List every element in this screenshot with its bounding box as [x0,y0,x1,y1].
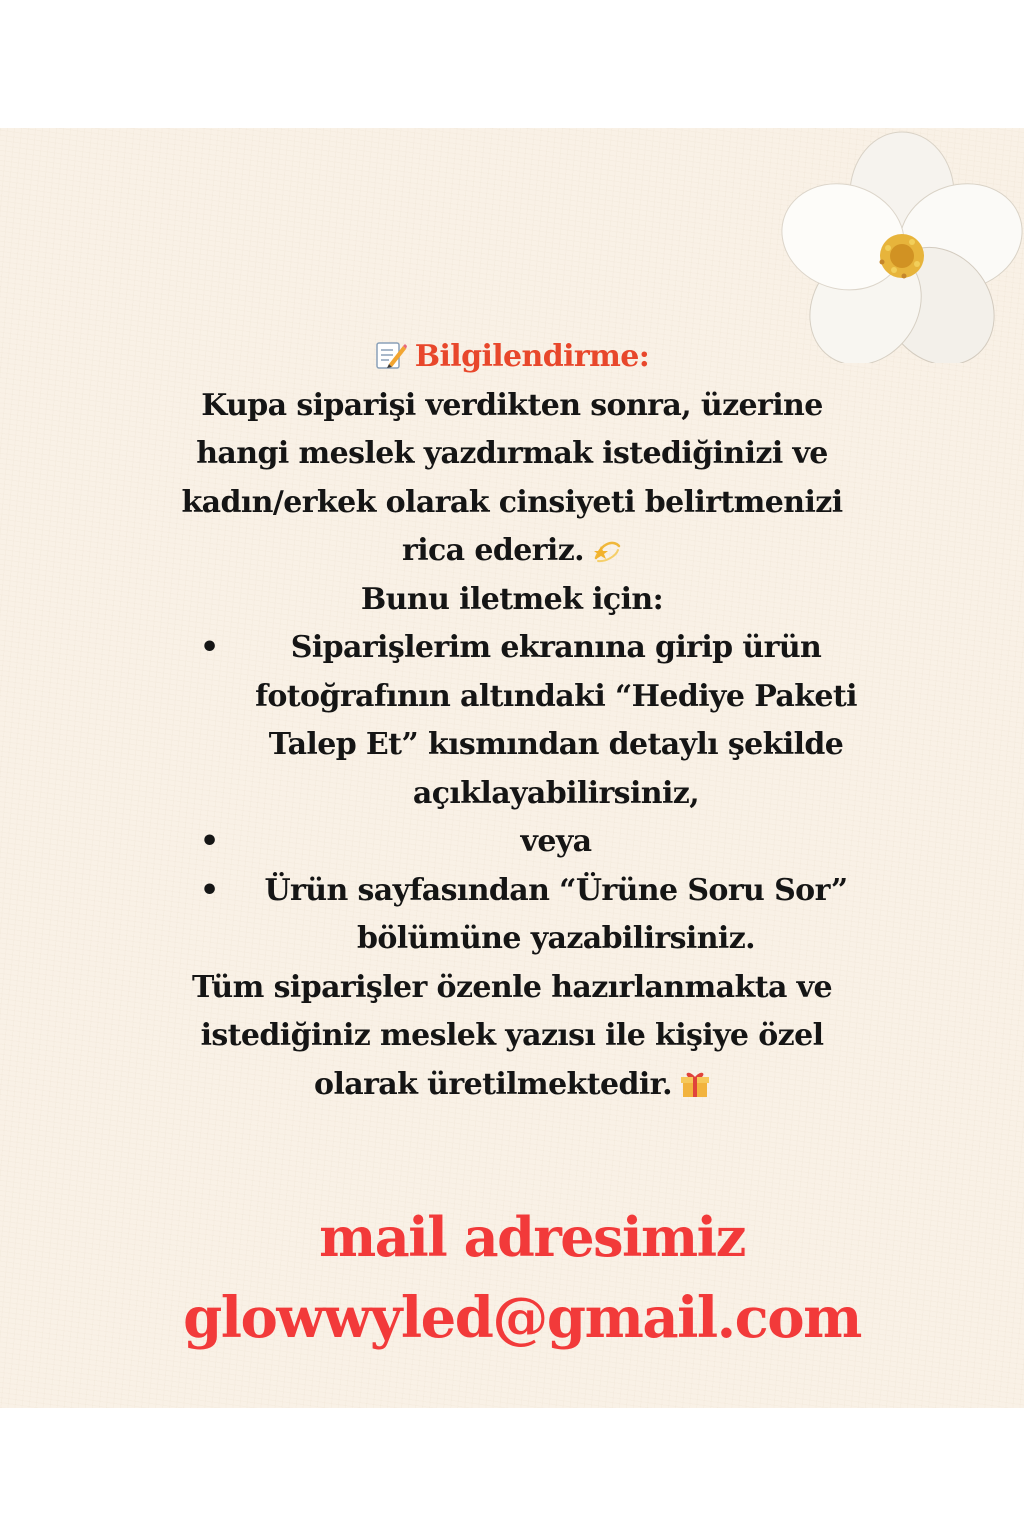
list-item-line: Siparişlerim ekranına girip ürün [290,630,822,665]
intro-line: kadın/erkek olarak cinsiyeti belirtmenizi [181,484,843,520]
gift-icon [680,1070,710,1098]
list-item-line: açıklayabilirsiniz, [412,775,700,811]
bullet-icon: • [200,824,219,859]
closing-line: istediğiniz meslek yazısı ile kişiye özel [200,1018,824,1053]
subheading [152,576,872,625]
info-card [0,128,1024,1408]
white-flower-image [754,128,1024,363]
intro-line: hangi meslek yazdırmak istediğinizi ve [196,436,828,471]
instruction-list [180,624,880,964]
intro-line: rica ederiz. [402,533,584,568]
bullet-icon: • [200,872,219,908]
intro-paragraph [152,382,872,576]
closing-line: olarak üretilmektedir. [314,1066,672,1102]
list-item [180,624,880,818]
list-item-line: fotoğrafının altındaki “Hediye Paketi [255,678,857,714]
bullet-icon: • [200,630,219,665]
dizzy-star-icon [592,536,622,564]
list-item-line: Talep Et” kısmından detaylı şekilde [268,727,844,762]
list-item-line: bölümüne yazabilirsiniz. [357,921,755,956]
subheading-text: Bunu iletmek için: [360,581,664,617]
memo-pencil-icon [375,340,407,370]
intro-line: Kupa siparişi verdikten sonra, üzerine [201,387,823,423]
closing-line: Tüm siparişler özenle hazırlanmakta ve [192,969,832,1005]
list-item-line: veya [520,824,592,859]
list-item-line: Ürün sayfasından “Ürüne Soru Sor” [264,872,848,908]
heading-text: Bilgilendirme: [414,339,650,374]
intro-line-last [152,527,872,576]
closing-paragraph [152,964,872,1110]
info-content [0,333,1024,1109]
email-address[interactable]: glowwyled@gmail.com [183,1285,861,1351]
list-item [180,818,880,867]
info-heading [0,333,1024,382]
mail-label: mail adresimiz [319,1205,745,1269]
list-item [180,867,880,964]
closing-line-last [152,1061,872,1110]
